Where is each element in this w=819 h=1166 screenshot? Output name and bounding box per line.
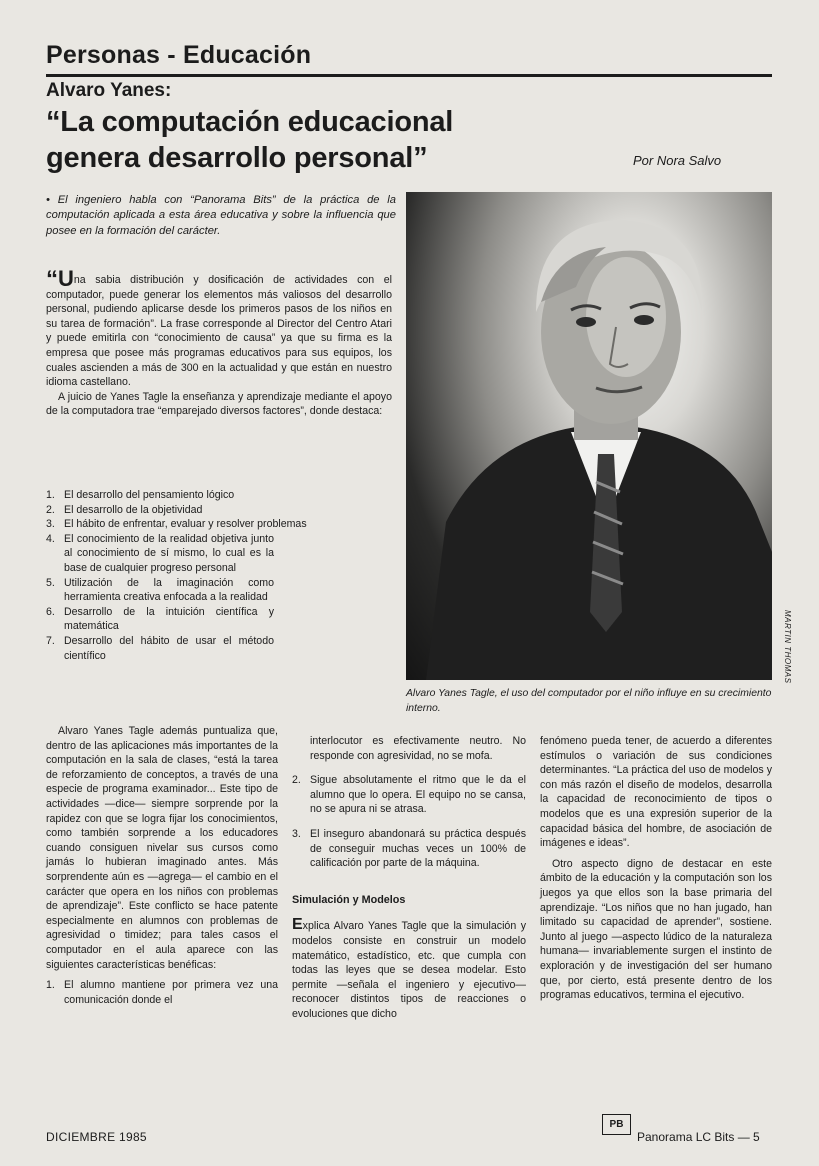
col2-list (292, 773, 526, 871)
lead-paragraph: • El ingeniero habla con “Panorama Bits” de la práctica de la computación aplicada a esta área educativa y sobre la influencia que posee en la formación del carácter. (46, 194, 396, 237)
list-item: 1. El alumno mantiene por primera vez una comunicación donde el (46, 979, 278, 1006)
list-item: 3. El inseguro abandonará su práctica después de conseguir muchas veces un 100% de calificación por parte de la máquina. (292, 827, 526, 870)
list-item: 4. El conocimiento de la realidad objetiva junto al conocimiento de sí mismo, lo cual es la base de cualquier progreso personal (46, 532, 274, 574)
col1-paragraph: Alvaro Yanes Tagle además puntualiza que, dentro de las aplicaciones más importantes de la computación en la sala de clases, “está la tarea de reforzamiento de conceptos, a través de una especie de programa examinador... Este tipo de actividades —dice— siempre sorprende por la rapidez con que se logra fijar los conocimientos, como también sorprende a los educadores cuando consiguen nivelar sus cursos como jamás lo hubieran imaginado antes. Más sorprendente aún es —agrega— el cambio en el carácter que opera en los niños con problemas de aprendizaje”. Este conflicto se hace patente especialmente en alumnos con problemas de agresividad o timidez; para tales casos el computador en el aula aparece con las siguientes características benéficas: (46, 725, 278, 971)
opening-quote-mark: “ (46, 266, 58, 293)
column-2 (292, 734, 526, 1028)
list-item: 2. El desarrollo de la objetividad (46, 503, 203, 516)
pb-logo: PB (602, 1114, 631, 1135)
intro-paragraph-1 (46, 266, 392, 390)
photo-caption: Alvaro Yanes Tagle, el uso del computador por el niño influye en su crecimiento interno. (406, 688, 772, 714)
list-item: 3. El hábito de enfrentar, evaluar y resolver problemas (46, 518, 307, 531)
simulation-paragraph: Explica Alvaro Yanes Tagle que la simulación y modelos consiste en construir un modelo matemático, estadístico, etc. que cumpla con todas las leyes que se desea modelar. Esto permite —señala el ingeniero y ejecutivo— reconocer distintos tipos de reacciones o evoluciones que dicho (292, 916, 526, 1020)
col3-paragraph-1: fenómeno pueda tener, de acuerdo a diferentes estímulos o variación de sus condiciones determinantes. “La práctica del uso de modelos y con más razón el diseño de modelos, desarrolla la capacidad de reconocimiento de tipos o modelos que es una expresión superior de la capacidad básica del hombre, de asociación de imágenes e ideas”. (540, 735, 772, 850)
page-footer: Panorama LC Bits — 5 (637, 1130, 760, 1144)
photo-credit: MARTIN THOMAS (783, 610, 792, 684)
column-3 (540, 734, 772, 1009)
subhead-simulacion: Simulación y Modelos (292, 893, 406, 906)
issue-date: DICIEMBRE 1985 (46, 1130, 147, 1144)
col3-paragraph-2: Otro aspecto digno de destacar en este ámbito de la educación y la computación son los juegos ya que ellos son la base primaria del aprendizaje. “Los niños que no han jugado, han limitado su capacidad de aprender”, sostiene. Junto al juego —aspecto lúdico de la naturaleza humana— invariablemente surgen el instinto de exploración y de investigación del ser humano que, por cierto, está presente dentro de los programas educativos, termina el ejecutivo. (540, 857, 772, 1002)
section-title: Personas - Educación (46, 41, 312, 69)
list-item: 7. Desarrollo del hábito de usar el método científico (46, 634, 274, 662)
col1-list (46, 978, 278, 1007)
headline-line-2: genera desarrollo personal” (46, 142, 428, 174)
list-item: 2. Sigue absolutamente el ritmo que le da el alumno que lo opera. El equipo no se cansa, no se apura ni se atrasa. (292, 774, 526, 816)
list-item: 6. Desarrollo de la intuición científica y matemática (46, 605, 274, 633)
drop-cap-u: U (58, 266, 74, 291)
interviewee-name: Alvaro Yanes: (46, 80, 172, 101)
benefits-list (46, 488, 392, 663)
intro-paragraph-2: A juicio de Yanes Tagle la enseñanza y aprendizaje mediante el apoyo de la computadora trae “emparejado diversos factores”, donde destaca: (46, 390, 392, 418)
col2-continuation: interlocutor es efectivamente neutro. No responde con agresividad, no se mofa. (310, 735, 526, 762)
drop-cap-e: E (292, 916, 303, 934)
intro-section (46, 266, 392, 419)
list-item: 5. Utilización de la imaginación como herramienta creativa enfocada a la realidad (46, 576, 274, 604)
list-item: 1. El desarrollo del pensamiento lógico (46, 489, 235, 501)
intro-text-1: na sabia distribución y dosificación de actividades con el computador, puede generar los elementos más valiosos del desarrollo personal, pudiendo aplicarse desde los primeros pasos de los niños en su tarea de formación”. La frase corresponde al Director del Centro Atari y puede emitirla con “conocimiento de causa” ya que su firma es la empresa que posee más programas educativos para sus equipos, los cuales ascienden a más de 300 en la actualidad y que están en nuestro idioma castellano. (46, 274, 392, 389)
header-rule (46, 74, 772, 77)
portrait-photo (406, 192, 772, 680)
column-1 (46, 724, 278, 1017)
portrait-illustration (406, 192, 772, 680)
headline-line-1: “La computación educacional (46, 106, 454, 138)
byline: Por Nora Salvo (633, 153, 722, 168)
article-headline (46, 104, 606, 176)
